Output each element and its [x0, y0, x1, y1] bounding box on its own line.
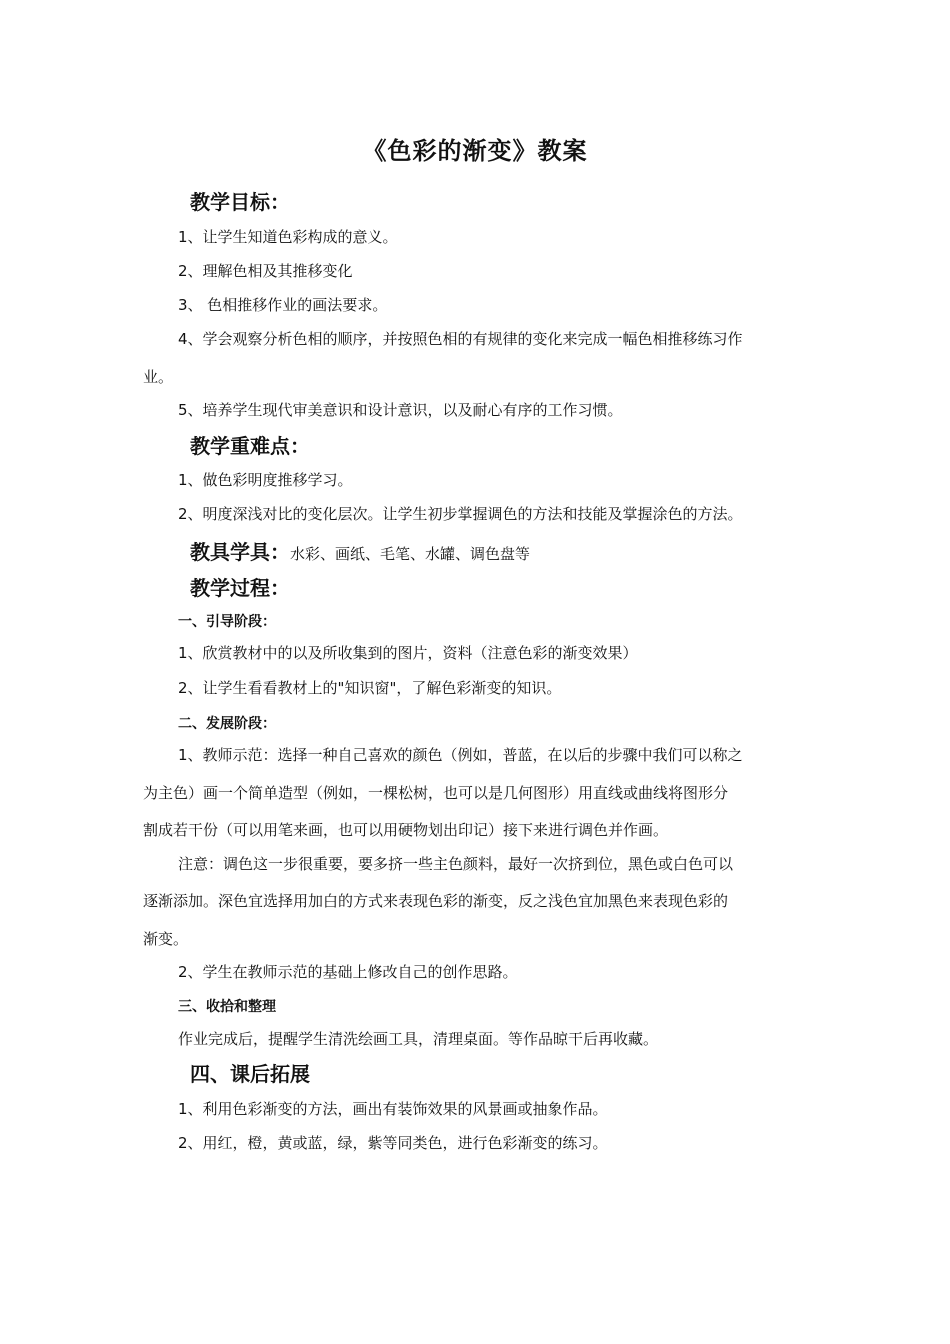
objectives-heading: 教学目标：	[190, 190, 290, 214]
document-title: 《色彩的渐变》教案	[362, 137, 588, 165]
extension-item: 2、用红，橙，黄或蓝，绿，紫等同类色，进行色彩渐变的练习。	[178, 1134, 608, 1152]
stage2-line: 逐渐添加。深色宜选择用加白的方式来表现色彩的渐变，反之浅色宜加黑色来表现色彩的	[143, 892, 729, 910]
stage2-line: 注意：调色这一步很重要，要多挤一些主色颜料，最好一次挤到位，黑色或白色可以	[178, 855, 734, 873]
keypoint-item: 2、明度深浅对比的变化层次。让学生初步掌握调色的方法和技能及掌握涂色的方法。	[178, 505, 743, 523]
objective-item: 5、培养学生现代审美意识和设计意识，以及耐心有序的工作习惯。	[178, 401, 623, 419]
extension-item: 1、利用色彩渐变的方法，画出有装饰效果的风景画或抽象作品。	[178, 1100, 608, 1118]
stage3-heading: 三、收拾和整理	[178, 999, 276, 1015]
process-heading: 教学过程：	[190, 576, 290, 600]
stage2-line: 2、学生在教师示范的基础上修改自己的创作思路。	[178, 963, 518, 981]
stage3-text: 作业完成后，提醒学生清洗绘画工具，清理桌面。等作品晾干后再收藏。	[178, 1030, 659, 1048]
keypoint-item: 1、做色彩明度推移学习。	[178, 471, 353, 489]
keypoints-heading: 教学重难点：	[190, 434, 310, 458]
objective-item: 3、 色相推移作业的画法要求。	[178, 296, 388, 314]
tools-line	[190, 536, 530, 565]
stage2-line: 1、教师示范：选择一种自己喜欢的颜色（例如，普蓝，在以后的步骤中我们可以称之	[178, 746, 743, 764]
extension-heading: 四、课后拓展	[190, 1062, 310, 1086]
stage1-heading: 一、引导阶段：	[178, 614, 276, 630]
stage1-item: 1、欣赏教材中的以及所收集到的图片，资料（注意色彩的渐变效果）	[178, 644, 638, 662]
stage2-heading: 二、发展阶段：	[178, 716, 276, 732]
stage2-line: 为主色）画一个简单造型（例如，一棵松树，也可以是几何图形）用直线或曲线将图形分	[143, 784, 729, 802]
stage2-line: 割成若干份（可以用笔来画，也可以用硬物划出印记）接下来进行调色并作画。	[143, 821, 669, 839]
stage1-item: 2、让学生看看教材上的"知识窗"，了解色彩渐变的知识。	[178, 679, 562, 697]
objective-item-continuation: 业。	[143, 368, 174, 386]
tools-text: 水彩、画纸、毛笔、水罐、调色盘等	[290, 545, 531, 563]
objective-item: 2、理解色相及其推移变化	[178, 262, 353, 280]
tools-heading: 教具学具：	[190, 540, 290, 564]
objective-item: 1、让学生知道色彩构成的意义。	[178, 228, 398, 246]
objective-item: 4、学会观察分析色相的顺序，并按照色相的有规律的变化来完成一幅色相推移练习作	[178, 330, 743, 348]
stage2-line: 渐变。	[143, 930, 189, 948]
